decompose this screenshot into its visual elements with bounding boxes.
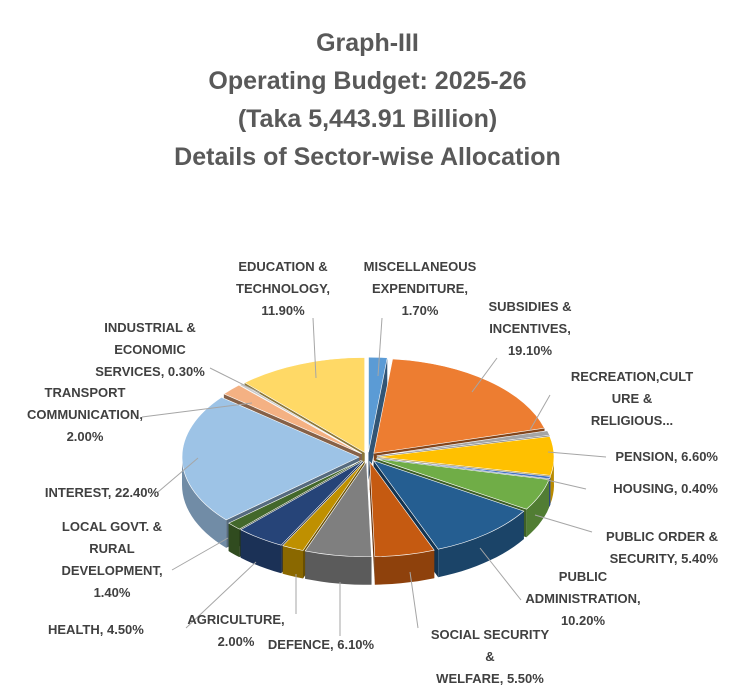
data-label: SOCIAL SECURITY & WELFARE, 5.50% [430,627,550,686]
title-line-1: Graph-III [316,29,419,57]
data-label: PUBLIC ORDER & SECURITY, 5.40% [606,529,718,566]
data-label: MISCELLANEOUS EXPENDITURE, 1.70% [363,259,477,318]
title-line-3: (Taka 5,443.91 Billion) [237,105,498,133]
data-label: INTEREST, 22.40% [44,485,160,500]
title-line-2: Operating Budget: 2025-26 [208,67,527,95]
data-label: SUBSIDIES & INCENTIVES, 19.10% [488,299,572,358]
slice-side-wall [283,546,303,579]
data-label: PUBLIC ADMINISTRATION, 10.20% [525,569,641,628]
data-label: INDUSTRIAL & ECONOMIC SERVICES, 0.30% [95,320,205,379]
leader-line [172,538,228,570]
data-label: HOUSING, 0.40% [613,481,718,496]
data-label: LOCAL GOVT. & RURAL DEVELOPMENT, 1.40% [61,519,163,600]
leader-line [548,452,606,457]
pie-slices [182,357,554,557]
data-label: TRANSPORT COMMUNICATION, 2.00% [26,385,144,444]
leader-line [480,548,521,600]
data-label: HEALTH, 4.50% [48,622,144,637]
data-label: RECREATION,CULT URE & RELIGIOUS... [570,369,694,428]
data-label: EDUCATION & TECHNOLOGY, 11.90% [236,259,330,318]
title-line-4: Details of Sector-wise Allocation [174,143,561,171]
data-label: DEFENCE, 6.10% [267,637,375,652]
data-label: AGRICULTURE, 2.00% [187,612,285,649]
data-label: PENSION, 6.60% [615,449,718,464]
leader-line [535,515,592,532]
